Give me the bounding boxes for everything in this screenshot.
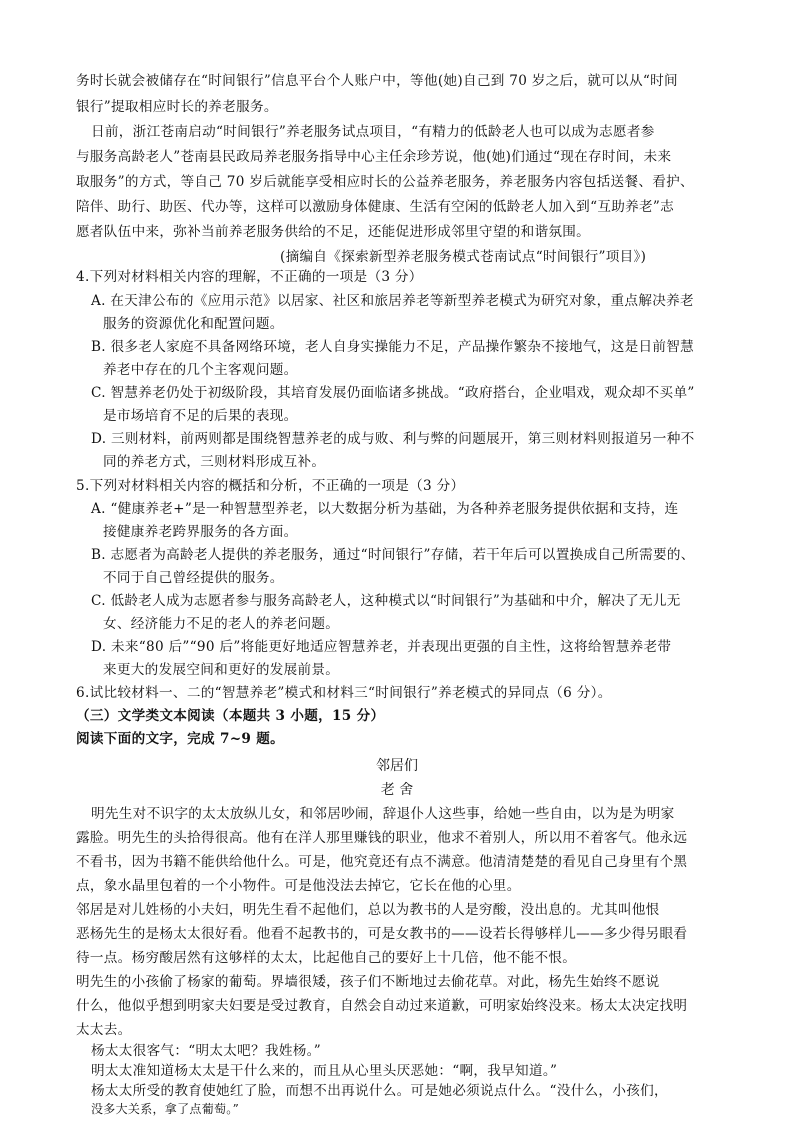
paragraph-line: 愿者队伍中来，弥补当前养老服务供给的不足，还能促进形成邻里守望的和谐氛围。 xyxy=(76,224,591,240)
q5-option-b: B. 志愿者为高龄老人提供的养老服务，通过“时间银行”存储，若干年后可以置换成自己所需要的、 xyxy=(91,547,695,563)
story-line: 明先生对不识字的太太放纵儿女，和邻居吵闹，辞退仆人这些事，给她一些自由，以为是为明家 xyxy=(91,806,675,822)
source-note: (摘编自《探索新型养老服务模式苍南试点“时间银行”项目》) xyxy=(280,249,647,265)
story-line: 明太太准知道杨太太是干什么来的，而且从心里头厌恶她：“啊，我早知道。” xyxy=(91,1063,558,1079)
story-line: 点，象水晶里包着的一个小物件。可是他没法去掉它，它长在他的心里。 xyxy=(76,878,521,894)
q5-option-d: D. 未来“80 后”“90 后”将能更好地适应智慧养老，并表现出更强的自主性，这将给智慧养老带 xyxy=(91,639,672,655)
q4-option-d: D. 三则材料，前两则都是围绕智慧养老的成与败、利与弊的问题展开，第三则材料则报道另一种不 xyxy=(91,431,695,447)
story-line: 邻居是对儿姓杨的小夫妇，明先生看不起他们，总以为教书的人是穷酸，没出息的。尤其叫他恨 xyxy=(76,902,660,918)
q4-option-a: A. 在天津公布的《应用示范》以居家、社区和旅居养老等新型养老模式为研究对象，重点解决养老 xyxy=(91,293,694,309)
q4-option-c-cont: 是市场培育不足的后果的表现。 xyxy=(103,408,298,424)
story-line: 什么，他似乎想到明家夫妇要是受过教育，自然会自动过来道歉，可明家始终没来。杨太太决定找明 xyxy=(76,998,688,1014)
story-line: 太太去。 xyxy=(76,1022,132,1038)
story-line: 杨太太很客气：“明太太吧？我姓杨。” xyxy=(91,1043,321,1059)
story-line: 没多大关系，拿了点葡萄。” xyxy=(91,1102,240,1116)
q4-option-b: B. 很多老人家庭不具备网络环境，老人自身实操能力不足，产品操作繁杂不接地气，这是日前智慧 xyxy=(91,339,695,355)
q5-option-c-cont: 女、经济能力不足的老人的养老问题。 xyxy=(103,616,340,632)
q5-option-c: C. 低龄老人成为志愿者参与服务高龄老人，这种模式以“时间银行”为基础和中介，解决了无儿无 xyxy=(91,593,681,609)
story-author: 老 舍 xyxy=(380,782,414,798)
story-line: 露脸。明先生的头拾得很高。他有在洋人那里赚钱的职业，他求不着别人，所以用不着客气。他永远 xyxy=(76,830,688,846)
intro-line: 银行”提取相应时长的养老服务。 xyxy=(76,99,278,115)
q5-option-d-cont: 来更大的发展空间和更好的发展前景。 xyxy=(103,662,340,678)
q4-option-a-cont: 服务的资源优化和配置问题。 xyxy=(103,316,284,332)
section-heading: （三）文学类文本阅读（本题共 3 小题，15 分） xyxy=(76,708,385,724)
section-instruction: 阅读下面的文字，完成 7~9 题。 xyxy=(76,731,284,747)
intro-line: 务时长就会被储存在“时间银行”信息平台个人账户中，等他(她)自己到 70 岁之后，就可以从“时间 xyxy=(76,73,678,89)
story-line: 不看书，因为书籍不能供给他什么。可是，他究竟还有点不满意。他清清楚楚的看见自己身里有个黑 xyxy=(76,854,688,870)
q4-option-b-cont: 养老中存在的几个主客观问题。 xyxy=(103,362,298,378)
q4-option-c: C. 智慧养老仍处于初级阶段，其培育发展仍面临诸多挑战。“政府搭台，企业唱戏，观众却不买单” xyxy=(91,385,695,401)
question-5-stem: 5.下列对材料相关内容的概括和分析，不正确的一项是（3 分） xyxy=(76,478,465,494)
paragraph-line: 取服务”的方式，等自己 70 岁后就能享受相应时长的公益养老服务，养老服务内容包括送餐、看护、 xyxy=(76,174,694,190)
q5-option-a-cont: 接健康养老跨界服务的各方面。 xyxy=(103,524,298,540)
story-title: 邻居们 xyxy=(376,758,418,774)
story-line: 待一点。杨穷酸居然有这够样的太太，比起他自己的要好上十几倍，他不能不恨。 xyxy=(76,950,577,966)
q5-option-a: A. “健康养老+”是一种智慧型养老，以大数据分析为基础，为各种养老服务提供依据和支持，连 xyxy=(91,501,679,517)
paragraph-line: 与服务高龄老人”苍南县民政局养老服务指导中心主任余珍芳说，他(她)们通过“现在存时间，未来 xyxy=(76,149,672,165)
story-line: 恶杨先生的是杨太太很好看。他看不起教书的，可是女教书的——设若长得够样儿——多少得另眼看 xyxy=(76,926,688,942)
story-line: 明先生的小孩偷了杨家的葡萄。界墙很矮，孩子们不断地过去偷花草。对此，杨先生始终不愿说 xyxy=(76,974,660,990)
paragraph-line: 日前，浙江苍南启动“时间银行”养老服务试点项目，“有精力的低龄老人也可以成为志愿者参 xyxy=(91,124,655,140)
q5-option-b-cont: 不同于自己曾经提供的服务。 xyxy=(103,570,284,586)
question-6: 6.试比较材料一、二的“智慧养老”模式和材料三“时间银行”养老模式的异同点（6 分）。 xyxy=(76,685,612,701)
q4-option-d-cont: 同的养老方式，三则材料形成互补。 xyxy=(103,454,326,470)
paragraph-line: 陪伴、助行、助医、代办等，这样可以激励身体健康、生活有空闲的低龄老人加入到“互助养老”志 xyxy=(76,199,675,215)
question-4-stem: 4.下列对材料相关内容的理解，不正确的一项是（3 分） xyxy=(76,269,423,285)
story-line: 杨太太所受的教育使她红了脸，而想不出再说什么。可是她必须说点什么。“没什么，小孩们， xyxy=(91,1083,668,1099)
